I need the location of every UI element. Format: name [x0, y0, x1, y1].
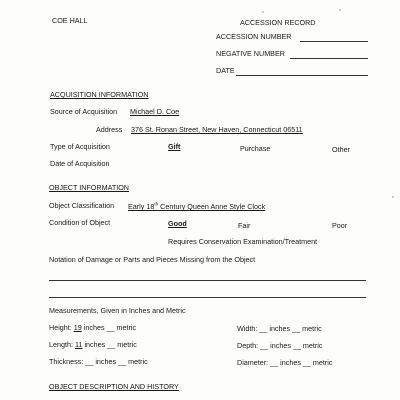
negative-number-field[interactable]	[290, 58, 368, 59]
scan-speck	[262, 11, 264, 13]
condition-good: Good	[168, 219, 187, 228]
notation-label: Notation of Damage or Parts and Pieces Missing from the Object	[49, 255, 256, 264]
date-field[interactable]	[236, 75, 368, 76]
source-label: Source of Acquisition	[50, 107, 118, 116]
scan-speck	[339, 9, 341, 11]
classification-value: Early 18th Century Queen Anne Style Clock	[128, 201, 266, 211]
length-row: Length: 11 inches __ metric	[49, 340, 137, 349]
address-label: Address	[96, 125, 123, 134]
accession-number-label: ACCESSION NUMBER	[216, 32, 292, 41]
date-of-acquisition-label: Date of Acquisition	[50, 159, 110, 168]
length-value: 11	[74, 340, 83, 349]
depth-row: Depth: __ inches __ metric	[237, 341, 323, 350]
type-other: Other	[332, 145, 350, 154]
condition-poor: Poor	[332, 221, 348, 230]
height-row: Height: 19 inches __ metric	[49, 323, 137, 332]
requires-conservation: Requires Conservation Examination/Treatment	[168, 237, 318, 246]
accession-number-field[interactable]	[300, 41, 368, 42]
classification-label: Object Classification	[49, 201, 115, 210]
thickness-row: Thickness: __ inches __ metric	[49, 357, 148, 366]
object-heading: OBJECT INFORMATION	[49, 183, 129, 192]
date-label: DATE	[216, 66, 235, 75]
acquisition-heading: ACQUISITION INFORMATION	[50, 90, 149, 99]
notation-line-2[interactable]	[49, 297, 366, 298]
width-row: Width: __ inches __ metric	[237, 324, 322, 333]
type-label: Type of Acquisition	[50, 142, 110, 151]
org-name: COE HALL	[52, 16, 88, 25]
source-value: Michael D. Coe	[130, 107, 180, 116]
scan-speck	[392, 196, 394, 198]
type-gift: Gift	[168, 142, 181, 151]
negative-number-label: NEGATIVE NUMBER	[216, 49, 285, 58]
type-purchase: Purchase	[240, 144, 271, 153]
address-value: 376 St. Ronan Street, New Haven, Connecticut 06511	[131, 125, 303, 134]
record-title: ACCESSION RECORD	[240, 18, 316, 27]
notation-line-1[interactable]	[49, 280, 366, 281]
condition-label: Condition of Object	[49, 218, 111, 227]
measurements-heading: Measurements, Given in Inches and Metric	[49, 306, 186, 315]
height-value: 19	[73, 323, 82, 332]
diameter-row: Diameter: __ inches __ metric	[237, 358, 333, 367]
condition-fair: Fair	[238, 221, 251, 230]
description-heading: OBJECT DESCRIPTION AND HISTORY	[49, 382, 179, 391]
